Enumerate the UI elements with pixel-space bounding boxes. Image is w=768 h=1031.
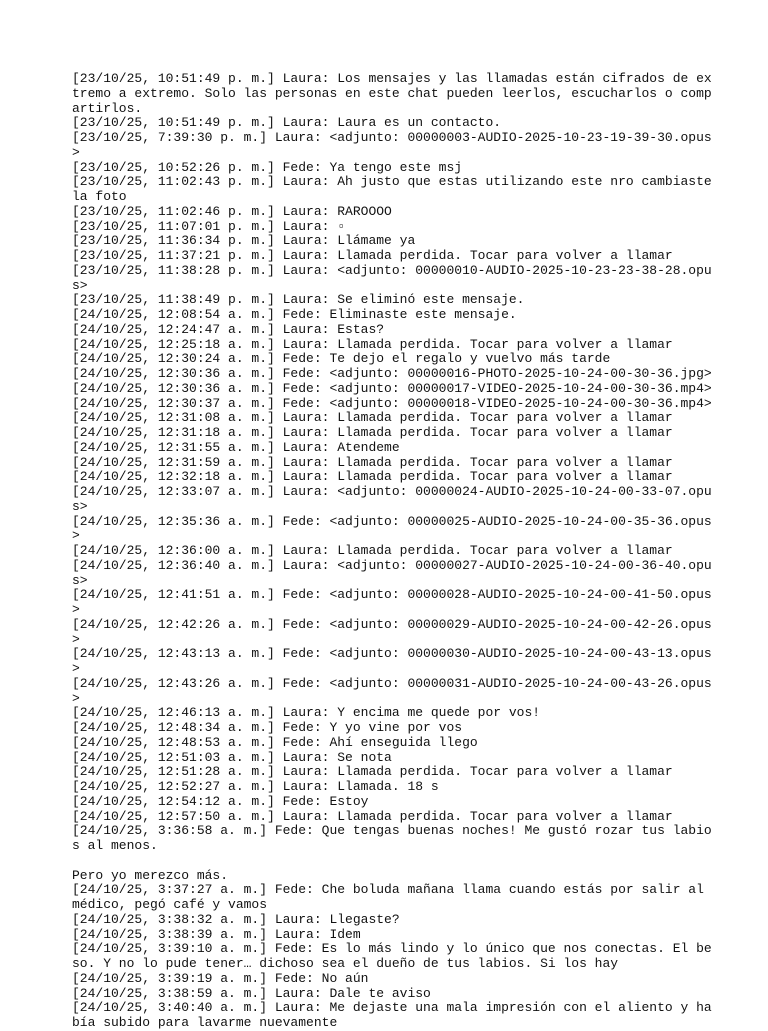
chat-line: [24/10/25, 12:08:54 a. m.] Fede: Eliminaste este mensaje. (72, 307, 517, 322)
chat-line: [24/10/25, 12:42:26 a. m.] Fede: <adjunto: 00000029-AUDIO-2025-10-24-00-42-26.opus> (72, 616, 712, 647)
chat-line: [24/10/25, 12:43:26 a. m.] Fede: <adjunto: 00000031-AUDIO-2025-10-24-00-43-26.opus> (72, 675, 712, 706)
chat-line: [24/10/25, 3:36:58 a. m.] Fede: Que tengas buenas noches! Me gustó rozar tus labios al menos. (72, 823, 712, 853)
chat-line: [24/10/25, 12:33:07 a. m.] Laura: <adjunto: 00000024-AUDIO-2025-10-24-00-33-07.opus> (72, 484, 712, 514)
chat-line: [24/10/25, 12:36:00 a. m.] Laura: Llamada perdida. Tocar para volver a llamar (72, 543, 673, 558)
chat-line: [24/10/25, 12:57:50 a. m.] Laura: Llamada perdida. Tocar para volver a llamar (72, 808, 673, 824)
chat-line: [24/10/25, 12:31:08 a. m.] Laura: Llamada perdida. Tocar para volver a llamar (72, 410, 673, 426)
chat-line: [24/10/25, 12:54:12 a. m.] Fede: Estoy (72, 793, 369, 809)
chat-line: [24/10/25, 12:41:51 a. m.] Fede: <adjunto: 00000028-AUDIO-2025-10-24-00-41-50.opus> (72, 587, 712, 617)
chat-line: [24/10/25, 3:38:39 a. m.] Laura: Idem (72, 926, 361, 942)
chat-line: [24/10/25, 12:51:28 a. m.] Laura: Llamada perdida. Tocar para volver a llamar (72, 764, 673, 780)
chat-line: [24/10/25, 3:40:40 a. m.] Laura: Me dejaste una mala impresión con el aliento y había subido para lavarme nuevamente (72, 1000, 712, 1030)
chat-line: [23/10/25, 11:36:34 p. m.] Laura: Llámame ya (72, 233, 416, 249)
chat-line: [24/10/25, 12:51:03 a. m.] Laura: Se nota (72, 749, 392, 765)
chat-line: [24/10/25, 12:31:59 a. m.] Laura: Llamada perdida. Tocar para volver a llamar (72, 454, 673, 470)
chat-line: [23/10/25, 11:07:01 p. m.] Laura: ▫ (72, 218, 346, 234)
chat-line: [24/10/25, 12:36:40 a. m.] Laura: <adjunto: 00000027-AUDIO-2025-10-24-00-36-40.opus> (72, 557, 712, 588)
chat-line: [24/10/25, 3:38:32 a. m.] Laura: Llegaste? (72, 911, 400, 927)
chat-line: [24/10/25, 12:35:36 a. m.] Fede: <adjunto: 00000025-AUDIO-2025-10-24-00-35-36.opus> (72, 513, 712, 544)
chat-line: [23/10/25, 10:52:26 p. m.] Fede: Ya tengo este msj (72, 159, 463, 175)
chat-line: [24/10/25, 3:39:10 a. m.] Fede: Es lo más lindo y lo único que nos conectas. El beso. Y no lo pude tener… dichoso sea el dueño de tus labios. Si los hay (72, 941, 712, 971)
chat-line: [24/10/25, 12:30:24 a. m.] Fede: Te dejo el regalo y vuelvo más tarde (72, 351, 611, 367)
chat-line: [23/10/25, 11:02:46 p. m.] Laura: RAROOOO (72, 203, 392, 219)
chat-line: [24/10/25, 12:25:18 a. m.] Laura: Llamada perdida. Tocar para volver a llamar (72, 336, 673, 352)
chat-line: [23/10/25, 11:38:49 p. m.] Laura: Se eliminó este mensaje. (72, 292, 525, 308)
chat-line: [24/10/25, 12:48:34 a. m.] Fede: Y yo vine por vos (72, 720, 463, 735)
chat-line: [24/10/25, 12:24:47 a. m.] Laura: Estas? (72, 321, 385, 337)
chat-line: [24/10/25, 12:31:18 a. m.] Laura: Llamada perdida. Tocar para volver a llamar (72, 425, 673, 440)
chat-line: [23/10/25, 7:39:30 p. m.] Laura: <adjunto: 00000003-AUDIO-2025-10-23-19-39-30.opus> (72, 130, 712, 160)
chat-export-page (72, 71, 720, 1031)
chat-line: [23/10/25, 10:51:49 p. m.] Laura: Laura es un contacto. (72, 115, 502, 131)
chat-line: [24/10/25, 3:38:59 a. m.] Laura: Dale te aviso (72, 985, 431, 1001)
chat-line: [24/10/25, 3:39:19 a. m.] Fede: No aún (72, 970, 369, 986)
chat-line: [24/10/25, 3:37:27 a. m.] Fede: Che boluda mañana llama cuando estás por salir al médico, pegó café y vamos (72, 882, 712, 912)
blank-line (72, 854, 712, 869)
chat-line: [24/10/25, 12:52:27 a. m.] Laura: Llamada. 18 s (72, 779, 439, 794)
chat-line: [23/10/25, 10:51:49 p. m.] Laura: Los mensajes y las llamadas están cifrados de extremo a extremo. Solo las personas en este chat pueden leerlos, escucharlos o compartirlos. (72, 71, 712, 116)
chat-line: [24/10/25, 12:48:53 a. m.] Fede: Ahí enseguida llego (72, 734, 478, 750)
chat-line: [24/10/25, 12:30:36 a. m.] Fede: <adjunto: 00000016-PHOTO-2025-10-24-00-30-36.jpg> (72, 366, 712, 381)
chat-log (72, 71, 720, 1031)
chat-line: [23/10/25, 11:37:21 p. m.] Laura: Llamada perdida. Tocar para volver a llamar (72, 248, 673, 263)
chat-line: [24/10/25, 12:43:13 a. m.] Fede: <adjunto: 00000030-AUDIO-2025-10-24-00-43-13.opus> (72, 646, 712, 676)
chat-line: [24/10/25, 12:32:18 a. m.] Laura: Llamada perdida. Tocar para volver a llamar (72, 469, 673, 485)
chat-line: Pero yo merezco más. (72, 867, 229, 883)
chat-line: [24/10/25, 12:31:55 a. m.] Laura: Atendeme (72, 439, 400, 455)
chat-line: [23/10/25, 11:02:43 p. m.] Laura: Ah justo que estas utilizando este nro cambiaste la foto (72, 174, 720, 204)
chat-line: [24/10/25, 12:30:36 a. m.] Fede: <adjunto: 00000017-VIDEO-2025-10-24-00-30-36.mp4> (72, 380, 712, 396)
chat-line: [24/10/25, 12:30:37 a. m.] Fede: <adjunto: 00000018-VIDEO-2025-10-24-00-30-36.mp4> (72, 395, 712, 411)
chat-line: [24/10/25, 12:46:13 a. m.] Laura: Y encima me quede por vos! (72, 705, 541, 721)
chat-line: [23/10/25, 11:38:28 p. m.] Laura: <adjunto: 00000010-AUDIO-2025-10-23-23-38-28.opus> (72, 262, 712, 293)
